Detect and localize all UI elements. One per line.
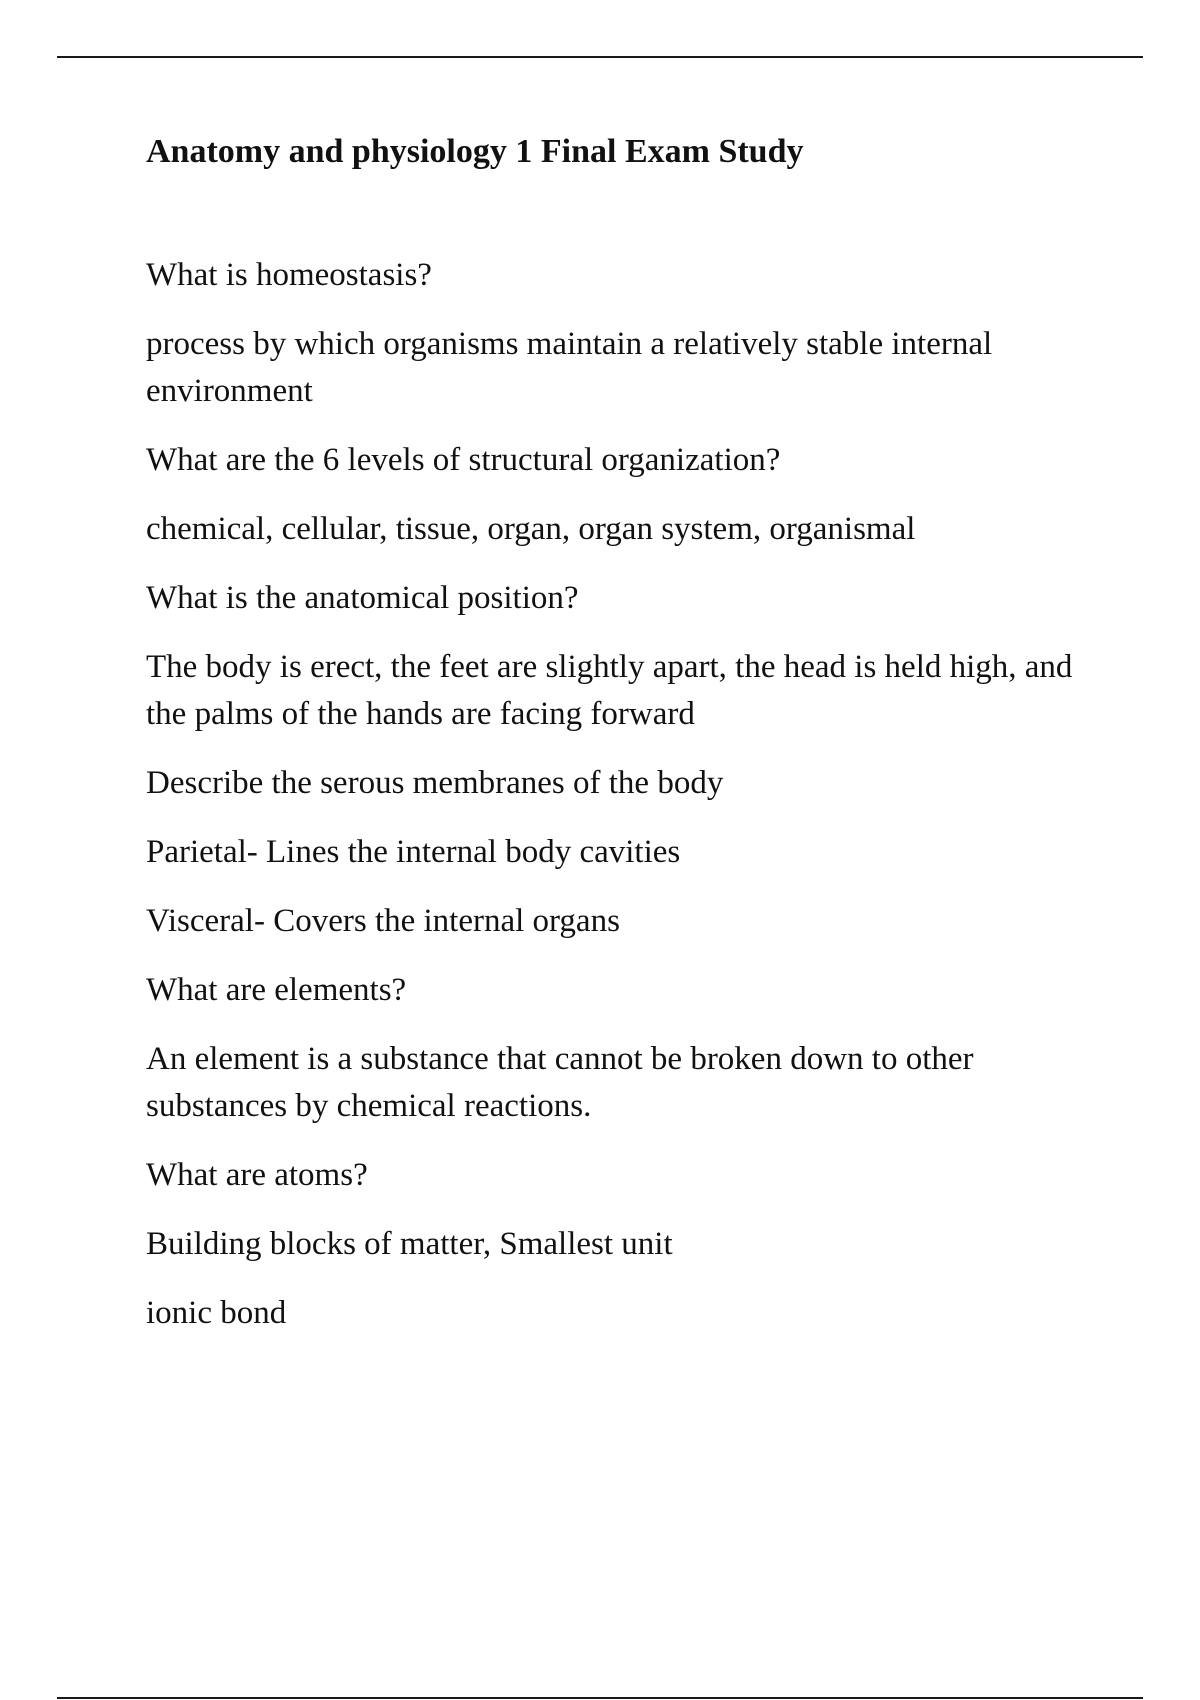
question-structural-levels: What are the 6 levels of structural organization? [146,442,781,478]
top-divider [57,56,1143,58]
question-serous-membranes: Describe the serous membranes of the body [146,765,724,801]
question-anatomical-position: What is the anatomical position? [146,580,579,616]
question-atoms: What are atoms? [146,1157,368,1193]
answer-visceral: Visceral- Covers the internal organs [146,903,620,939]
term-ionic-bond: ionic bond [146,1295,287,1331]
document-body [146,130,1106,1359]
answer-homeostasis: process by which organisms maintain a relatively stable internal environment [146,326,993,409]
document-title: Anatomy and physiology 1 Final Exam Study [146,133,804,170]
answer-anatomical-position: The body is erect, the feet are slightly apart, the head is held high, and the palms of the hands are facing forward [146,649,1073,732]
answer-elements: An element is a substance that cannot be broken down to other substances by chemical reactions. [146,1041,974,1124]
answer-atoms: Building blocks of matter, Smallest unit [146,1226,673,1262]
bottom-divider [57,1697,1143,1699]
answer-structural-levels: chemical, cellular, tissue, organ, organ system, organismal [146,511,916,547]
question-elements: What are elements? [146,972,407,1008]
answer-parietal: Parietal- Lines the internal body cavities [146,834,681,870]
question-homeostasis: What is homeostasis? [146,257,432,293]
